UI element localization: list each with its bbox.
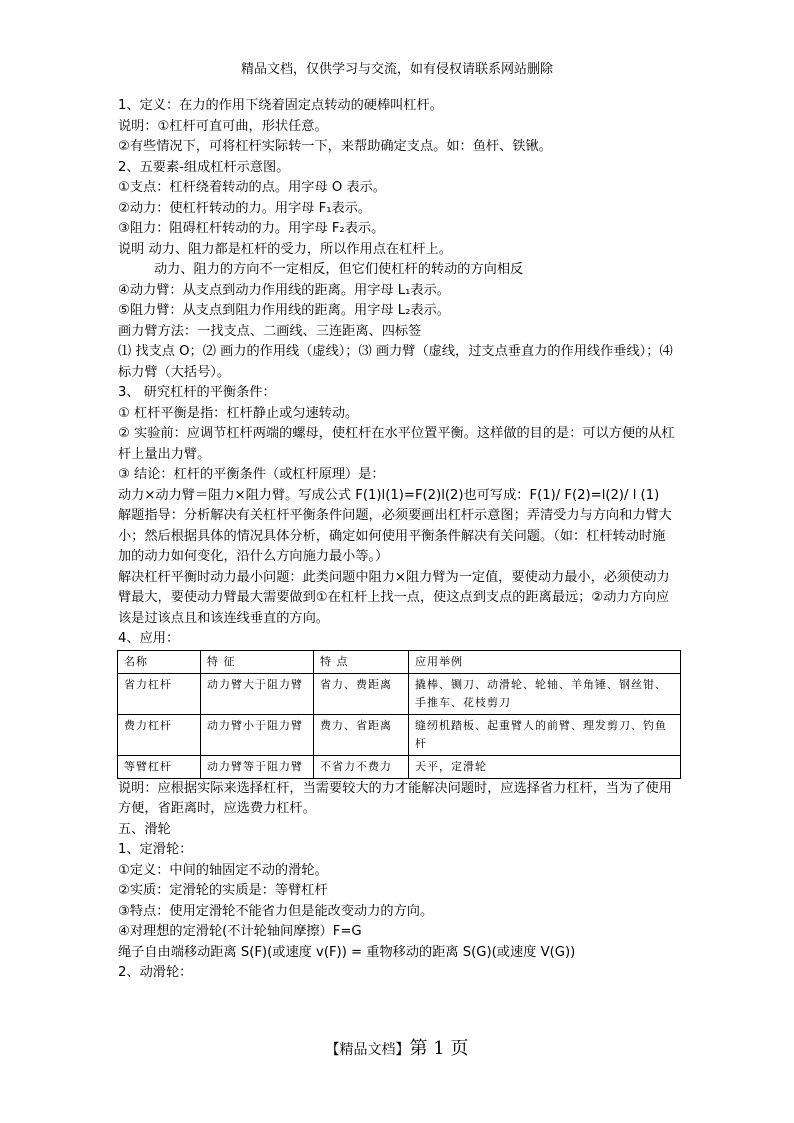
page-footer	[0, 1034, 794, 1060]
text-line: ②实质：定滑轮的实质是：等臂杠杆	[118, 883, 328, 898]
table-header-cell: 特 点	[314, 650, 409, 673]
text-paragraph: 说明：应根据实际来选择杠杆，当需要较大的力才能解决问题时，应选择省力杠杆，当为了使用方便，省距离时，应选费力杠杆。	[118, 780, 672, 816]
text-line: ①支点：杠杆绕着转动的点。用字母 O 表示。	[118, 180, 386, 195]
text-line: 说明 动力、阻力都是杠杆的受力，所以作用点在杠杆上。	[118, 241, 452, 257]
table-cell: 费力杠杆	[118, 714, 201, 755]
lever-application-table	[117, 650, 681, 779]
text-line: 2、五要素-组成杠杆示意图。	[118, 159, 290, 175]
page-header: 精品文档，仅供学习与交流，如有侵权请联系网站删除	[240, 62, 553, 77]
table-cell: 省力、费距离	[314, 673, 409, 714]
text-line: ①定义：中间的轴固定不动的滑轮。	[118, 862, 328, 878]
text-paragraph: ⑴ 找支点 O；⑵ 画力的作用线（虚线）；⑶ 画力臂（虚线，过支点垂直力的作用线作垂线）；⑷ 标力臂（大括号）。	[118, 344, 673, 380]
text-line: 说明：①杠杆可直可曲，形状任意。	[118, 118, 328, 134]
table-header-cell: 特 征	[201, 650, 314, 673]
text-paragraph: 解题指导：分析解决有关杠杆平衡条件问题，必须要画出杠杆示意图；弄清受力与方向和力臂大小；然后根据具体的情况具体分析，确定如何使用平衡条件解决有关问题。（如：杠杆转动时施加的动力如何变化，沿什么方向施力最小等。）	[118, 508, 672, 564]
table-cell: 动力臂小于阻力臂	[201, 714, 314, 755]
table-row	[118, 714, 681, 755]
table-row	[118, 755, 681, 778]
text-paragraph: 解决杠杆平衡时动力最小问题：此类问题中阻力×阻力臂为一定值，要使动力最小，必须使动力臂最大，要使动力臂最大需要做到①在杠杆上找一点，使这点到支点的距离最远；②动力方向应该是过该点且和该连线垂直的方向。	[118, 569, 670, 626]
table-cell: 撬棒、铡刀、动滑轮、轮轴、羊角锤、钢丝钳、手推车、花枝剪刀	[409, 673, 681, 714]
table-cell: 等臂杠杆	[118, 755, 201, 778]
table-cell: 天平，定滑轮	[409, 755, 681, 778]
table-header-cell: 应用举例	[409, 650, 681, 673]
text-line: ⑤阻力臂：从支点到阻力作用线的距离。用字母 L₂表示。	[118, 303, 450, 318]
text-line: 绳子自由端移动距离 S(F)(或速度 v(F)) = 重物移动的距离 S(G)(或速度 V(G))	[118, 944, 576, 960]
table-row	[118, 673, 681, 714]
table-cell: 动力臂大于阻力臂	[201, 673, 314, 714]
text-line: ③阻力：阻碍杠杆转动的力。用字母 F₂表示。	[118, 221, 385, 236]
document-body	[118, 96, 678, 984]
text-line: 画力臂方法：一找支点、二画线、三连距离、四标签	[118, 323, 422, 339]
text-line: ③特点：使用定滑轮不能省力但是能改变动力的方向。	[118, 903, 434, 919]
page-number: 第 1 页	[409, 1038, 469, 1059]
text-line: ④对理想的定滑轮(不计轮轴间摩擦）F=G	[118, 924, 362, 939]
table-cell: 费力、省距离	[314, 714, 409, 755]
text-line: ②有些情况下，可将杠杆实际转一下，来帮助确定支点。如：鱼杆、铁锹。	[118, 139, 552, 154]
text-line: ③ 结论：杠杆的平衡条件（或杠杆原理）是：	[118, 467, 385, 482]
section-heading: 4、应用：	[118, 631, 180, 646]
text-paragraph: ② 实验前：应调节杠杆两端的螺母，使杠杆在水平位置平衡。这样做的目的是：可以方便的从杠杆上量出力臂。	[118, 426, 675, 462]
table-header-row	[118, 650, 681, 673]
table-cell: 不省力不费力	[314, 755, 409, 778]
text-line: ① 杠杆平衡是指：杠杆静止或匀速转动。	[118, 405, 359, 421]
table-cell: 省力杠杆	[118, 673, 201, 714]
text-line: ②动力：使杠杆转动的力。用字母 F₁表示。	[118, 200, 372, 216]
table-cell: 缝纫机踏板、起重臂人的前臂、理发剪刀、钓鱼杆	[409, 714, 681, 755]
text-line: 动力、阻力的方向不一定相反，但它们使杠杆的转动的方向相反	[154, 262, 524, 277]
footer-tag: 【精品文档】	[325, 1042, 410, 1058]
text-line: 1、定义：在力的作用下绕着固定点转动的硬棒叫杠杆。	[118, 98, 443, 113]
text-line: 1、定滑轮：	[118, 842, 193, 857]
table-header-cell: 名称	[118, 650, 201, 673]
section-heading: 五、滑轮	[118, 821, 171, 837]
text-line: 2、动滑轮：	[118, 965, 193, 980]
section-heading: 3、 研究杠杆的平衡条件：	[118, 385, 276, 400]
text-line: ④动力臂：从支点到动力作用线的距离。用字母 L₁表示。	[118, 282, 450, 298]
formula-line: 动力×动力臂＝阻力×阻力臂。写成公式 F(1)l(1)=F(2)l(2)也可写成：F(1)/ F(2)=l(2)/ l (1)	[118, 487, 660, 503]
table-cell: 动力臂等于阻力臂	[201, 755, 314, 778]
